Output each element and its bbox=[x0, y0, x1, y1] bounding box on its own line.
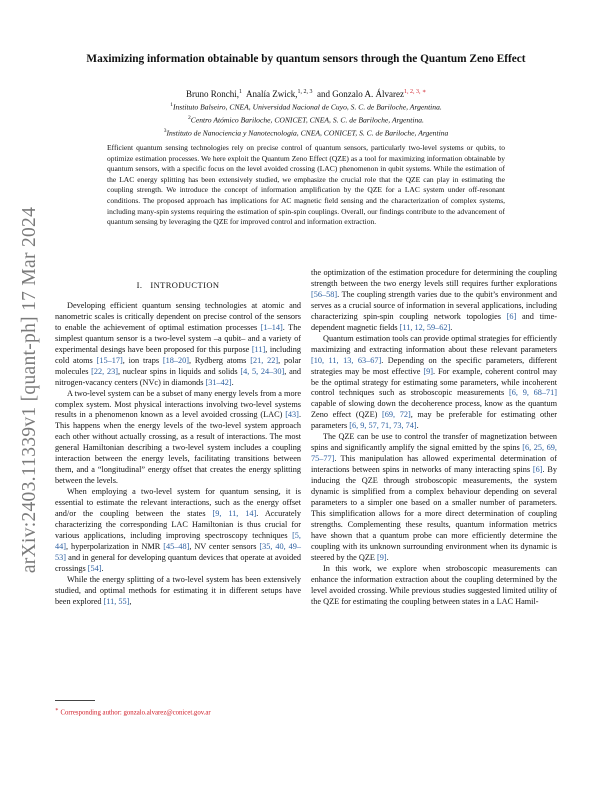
paragraph bbox=[55, 575, 301, 608]
text-run: The QZE can be use to control the transfer of magnetization between spins and significantly amplify the signal emitted by the spins bbox=[311, 432, 557, 453]
text-run: and time-dependent magnetic fields bbox=[311, 311, 558, 332]
footnote-marker: ∗ bbox=[55, 707, 59, 713]
citation-link[interactable]: [6, 25, 69, 75–77] bbox=[311, 443, 557, 464]
text-run: . The coupling strength varies due to the qubit’s environment and serves as a crucial source of information in several applications, including characterizing spin-spin coupling network topologies bbox=[311, 289, 557, 321]
right-column bbox=[311, 268, 557, 608]
text-run: . bbox=[101, 563, 104, 573]
citation-link[interactable]: [18–20] bbox=[162, 355, 190, 365]
text-run: , Rydberg atoms bbox=[189, 355, 251, 365]
text-run: , bbox=[129, 596, 132, 606]
affiliation-1: $^1$Instituto Balseiro, CNEA, Universidad Nacional de Cuyo, S. C. de Bariloche, Argentina. bbox=[170, 102, 442, 112]
text-run: . This happens when the energy levels of the two-level system approach each other without actually crossing, as a result of interactions. The most general Hamiltonian describing a two-level system includes a coupling interaction between the energy levels, facilitating transitions between them, and a “longitudinal” energy offset that creates the energy splitting between the levels. bbox=[55, 410, 301, 486]
citation-link[interactable]: [6, 9, 57, 71, 73, 74] bbox=[349, 421, 417, 431]
citation-link[interactable]: [69, 72] bbox=[382, 410, 411, 420]
text-run: Developing efficient quantum sensing technologies at atomic and nanometric scales is critically dependent on precise control of the sensors to enable the achievement of optimal estimation processes bbox=[55, 300, 301, 332]
text-run: While the energy splitting of a two-level system has been extensively studied, and optimal methods for estimating it in different setups have been explored bbox=[55, 574, 301, 606]
text-run: . This manipulation has allowed experimental determination of interactions between spins in networks of many interacting spins bbox=[311, 454, 557, 475]
paragraph bbox=[311, 334, 557, 433]
text-run: . For example, coherent control may be the optimal strategy for estimating some parameters, while incoherent control techniques such as stroboscopic measurements bbox=[311, 366, 557, 398]
text-run: , polar molecules bbox=[55, 355, 301, 376]
citation-link[interactable]: [45–48] bbox=[163, 541, 190, 551]
author-3: and Gonzalo A. Álvarez bbox=[316, 89, 404, 99]
text-run: , ion traps bbox=[122, 355, 163, 365]
arxiv-stamp bbox=[10, 180, 50, 600]
citation-link[interactable]: [9, 11, 14] bbox=[212, 509, 257, 519]
text-run: , may be preferable for estimating other parameters bbox=[311, 410, 557, 431]
citation-link[interactable]: [5, 44] bbox=[55, 530, 301, 551]
affiliation-list bbox=[60, 100, 552, 139]
citation-link[interactable]: [6] bbox=[532, 465, 543, 475]
citation-link[interactable]: [11, 55] bbox=[103, 596, 130, 606]
author-list bbox=[60, 86, 552, 100]
paragraph bbox=[55, 389, 301, 488]
citation-link[interactable]: [6] bbox=[506, 311, 517, 321]
text-run: the optimization of the estimation procedure for determining the coupling strength between the two energy levels still requires further explorations bbox=[311, 268, 557, 288]
affiliation-2: $^2$Centro Atómico Bariloche, CONICET, CNEA, S. C. de Bariloche, Argentina. bbox=[188, 115, 424, 125]
citation-link[interactable]: [31–42] bbox=[205, 377, 232, 387]
citation-link[interactable]: [6, 9, 68–71] bbox=[509, 388, 557, 398]
text-run: and in general for developing quantum devices that operate at avoided crossings bbox=[55, 552, 301, 573]
citation-link[interactable]: [54] bbox=[87, 563, 102, 573]
section-number: I. bbox=[136, 280, 143, 290]
citation-link[interactable]: [11, 12, 59–62] bbox=[399, 322, 451, 332]
citation-link[interactable]: [11] bbox=[251, 344, 266, 354]
text-run: , hyperpolarization in NMR bbox=[66, 541, 164, 551]
footnote-rule bbox=[55, 700, 95, 701]
author-3-affil[interactable]: 1, 2, 3, ∗ bbox=[403, 89, 427, 95]
citation-link[interactable]: [9] bbox=[423, 366, 433, 376]
paper-title: Maximizing information obtainable by quantum sensors through the Quantum Zeno Effect bbox=[86, 53, 526, 65]
paragraph bbox=[55, 301, 301, 389]
text-run: When employing a two-level system for quantum sensing, it is essential to estimate the relevant interactions, such as the energy offset and/or the coupling between the states bbox=[55, 487, 301, 519]
citation-link[interactable]: [4, 5, 24–30] bbox=[240, 366, 285, 376]
footnote-text[interactable]: Corresponding author: gonzalo.alvarez@conicet.gov.ar bbox=[60, 709, 211, 717]
affiliation-3: $^3$Instituto de Nanociencia y Nanotecnología, CNEA, CONICET, S. C. de Bariloche, Argentina bbox=[163, 128, 449, 138]
author-2: Analía Zwick, bbox=[245, 89, 298, 99]
text-run: , NV center sensors bbox=[189, 541, 260, 551]
text-run: , and nitrogen-vacancy centers (NVc) in diamonds bbox=[55, 366, 301, 387]
paragraph bbox=[311, 564, 557, 608]
section-title: INTRODUCTION bbox=[150, 280, 220, 290]
text-run: . Depending on the specific parameters, different strategies may be most effective bbox=[311, 355, 557, 376]
author-1-affil: 1 bbox=[238, 89, 242, 95]
text-run: . By inducing the QZE through stroboscopic measurements, the system dynamic is simplified from a complex behaviour depending on several parameters to a simpler one based on a smaller number of parameters. This simplification allows for a more direct determination of coupling strengths. Complementing these results, quantum information metrics have shown that a quantum probe can more efficiently determine the coupling with its unknown surrounding environment when its dynamic is steered by the QZE bbox=[311, 465, 557, 562]
text-run: . The simplest quantum sensor is a two-level system –a qubit– and a variety of experimental desings have been proposed for this purpose bbox=[55, 322, 301, 354]
text-run: A two-level system can be a subset of many energy levels from a more complex system. Most physical interactions involving two-level systems results in a phenomenon known as a level avoided crossing (LAC) bbox=[55, 388, 301, 420]
citation-link[interactable]: [22, 23] bbox=[91, 366, 118, 376]
text-run: . bbox=[450, 322, 453, 332]
text-run: . Accurately characterizing the corresponding LAC Hamiltonian is thus crucial for various applications, including improving spectroscopy techniques bbox=[55, 509, 302, 540]
text-run: , including cold atoms bbox=[55, 344, 301, 365]
text-run: . bbox=[416, 421, 419, 431]
text-run: , nuclear spins in liquids and solids bbox=[117, 366, 241, 376]
text-run: . bbox=[386, 552, 389, 562]
citation-link[interactable]: [10, 11, 13, 63–67] bbox=[311, 355, 382, 365]
author-1: Bruno Ronchi, bbox=[185, 89, 239, 99]
left-column bbox=[55, 258, 301, 608]
abstract: Efficient quantum sensing technologies rely on precise control of quantum sensors, particularly two-level systems or qubits, to optimize estimation processes. We here exploit the Quantum Zeno Effect (QZE) as a tool for maximizing information obtainable by quantum sensors, with a specific focus on the level avoided crossing (LAC) phenomenon in qubit systems. While the estimation of the LAC energy splitting has been extensively studied, we emphasize the crucial role that the QZE can play in estimating the coupling strength. We introduce the concept of information amplification by the QZE for a LAC system under off-resonant conditions. The proposed approach has implications for AC magnetic field sensing and the characterization of complex systems, including many-spin systems requiring the estimation of spin-spin couplings. Overall, our findings contribute to the advancement of quantum sensing by leveraging the QZE for improved control and information extraction. bbox=[107, 143, 505, 227]
citation-link[interactable]: [56–58] bbox=[311, 289, 338, 299]
text-run: In this work, we explore when stroboscopic measurements can enhance the information extraction about the coupling determined by the level avoided crossing. While previous studies suggested limited utility of the QZE for estimating the coupling between states in a LAC Hamil- bbox=[311, 563, 557, 606]
paragraph bbox=[311, 268, 557, 334]
author-2-affil: 1, 2, 3 bbox=[297, 89, 313, 95]
citation-link[interactable]: [21, 22] bbox=[250, 355, 279, 365]
footnote bbox=[55, 706, 301, 717]
citation-link[interactable]: [1–14] bbox=[260, 322, 283, 332]
citation-link[interactable]: [9] bbox=[376, 552, 387, 562]
citation-link[interactable]: [35, 40, 49–53] bbox=[55, 541, 301, 562]
text-run: . bbox=[231, 377, 234, 387]
arxiv-stamp-text: arXiv:2403.11339v1 [quant-ph] 17 Mar 2024 bbox=[19, 206, 40, 574]
section-heading bbox=[55, 280, 301, 291]
citation-link[interactable]: [15–17] bbox=[96, 355, 123, 365]
paragraph bbox=[55, 487, 301, 575]
text-run: capable of slowing down the decoherence process, know as the quantum Zeno effect (QZE) bbox=[311, 399, 557, 420]
citation-link[interactable]: [43] bbox=[285, 410, 299, 420]
text-run: Quantum estimation tools can provide optimal strategies for efficiently maximizing and extracting information about these relevant parameters bbox=[311, 333, 557, 354]
paragraph bbox=[311, 432, 557, 563]
